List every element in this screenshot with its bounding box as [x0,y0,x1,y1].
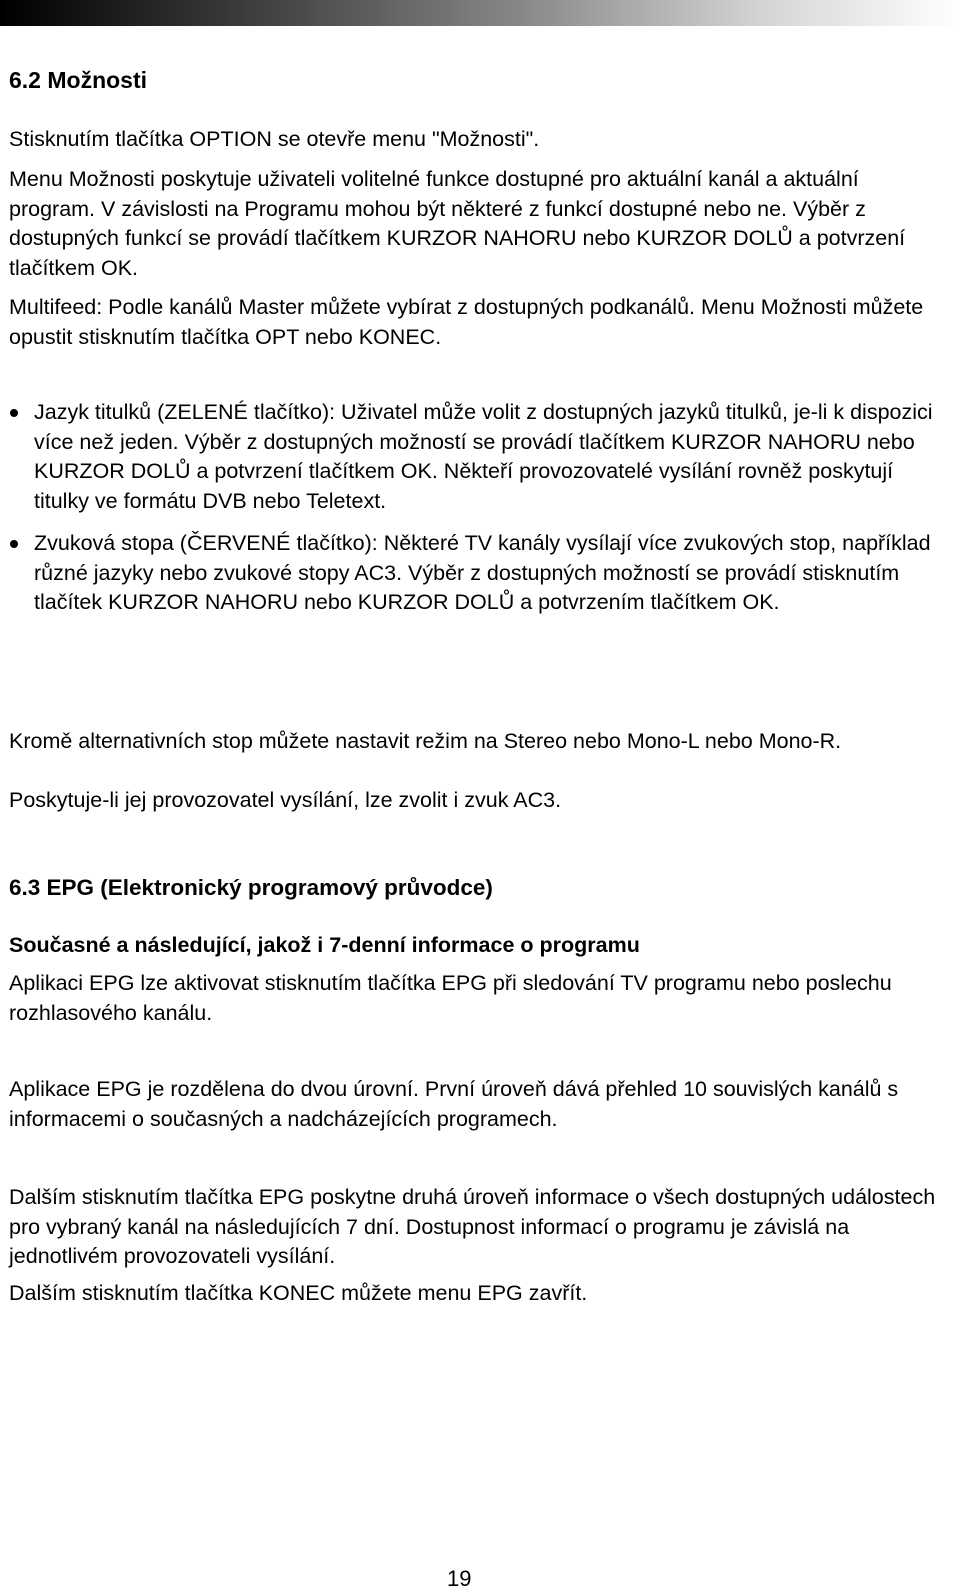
section-heading-6-3: 6.3 EPG (Elektronický programový průvodce) [9,875,493,900]
paragraph-stereo-mono: Kromě alternativních stop můžete nastavit režim na Stereo nebo Mono-L nebo Mono-R. [9,729,842,753]
paragraph-multifeed: Multifeed: Podle kanálů Master můžete vybírat z dostupných podkanálů. Menu Možnosti můžete opustit stisknutím tlačítka OPT nebo KONEC. [9,295,924,349]
options-bullet-list [9,398,949,618]
bullet-audio-track-text: Zvuková stopa (ČERVENÉ tlačítko): Některé TV kanály vysílají více zvukových stop, například různé jazyky nebo zvukové stopy AC3. Výběr z dostupných možností se provádí stisknutím tlačítek KURZOR NAHORU nebo KURZOR DOLŮ a potvrzením tlačítkem OK. [34,531,931,614]
subheading-program-info: Současné a následující, jakož i 7-denní informace o programu [9,933,640,957]
paragraph-ac3: Poskytuje-li jej provozovatel vysílání, lze zvolit i zvuk AC3. [9,788,562,812]
paragraph-epg-close: Dalším stisknutím tlačítka KONEC můžete menu EPG zavřít. [9,1281,588,1305]
paragraph-epg-second-level: Dalším stisknutím tlačítka EPG poskytne druhá úroveň informace o všech dostupných událostech pro vybraný kanál na následujících 7 dní. Dostupnost informací o programu je závislá na jednotlivém provozovateli vysílání. [9,1185,936,1268]
bullet-dot-icon [10,540,18,548]
bullet-audio-track [9,529,949,618]
paragraph-epg-activation: Aplikaci EPG lze aktivovat stisknutím tlačítka EPG při sledování TV programu nebo poslechu rozhlasového kanálu. [9,971,892,1025]
bullet-subtitles [9,398,949,516]
paragraph-epg-levels: Aplikace EPG je rozdělena do dvou úrovní. První úroveň dává přehled 10 souvislých kanálů s informacemi o současných a nadcházejících programech. [9,1077,899,1131]
section-heading-6-2: 6.2 Možnosti [9,67,148,93]
bullet-dot-icon [10,409,18,417]
paragraph-options-description: Menu Možnosti poskytuje uživateli volitelné funkce dostupné pro aktuální kanál a aktuální program. V závislosti na Programu mohou být některé z funkcí dostupné nebo ne. Výběr z dostupných funkcí se provádí tlačítkem KURZOR NAHORU nebo KURZOR DOLŮ a potvrzení tlačítkem OK. [9,167,906,280]
paragraph-intro: Stisknutím tlačítka OPTION se otevře menu "Možnosti". [9,127,540,151]
header-gradient-bar [0,0,960,26]
page-number: 19 [447,1566,472,1591]
bullet-subtitles-text: Jazyk titulků (ZELENÉ tlačítko): Uživatel může volit z dostupných jazyků titulků, je-li k dispozici více než jeden. Výběr z dostupných možností se provádí tlačítkem KURZOR NAHORU nebo KURZOR DOLŮ a potvrzení tlačítkem OK. Někteří provozovatelé vysílání rovněž poskytují titulky ve formátu DVB nebo Teletext. [34,400,933,513]
